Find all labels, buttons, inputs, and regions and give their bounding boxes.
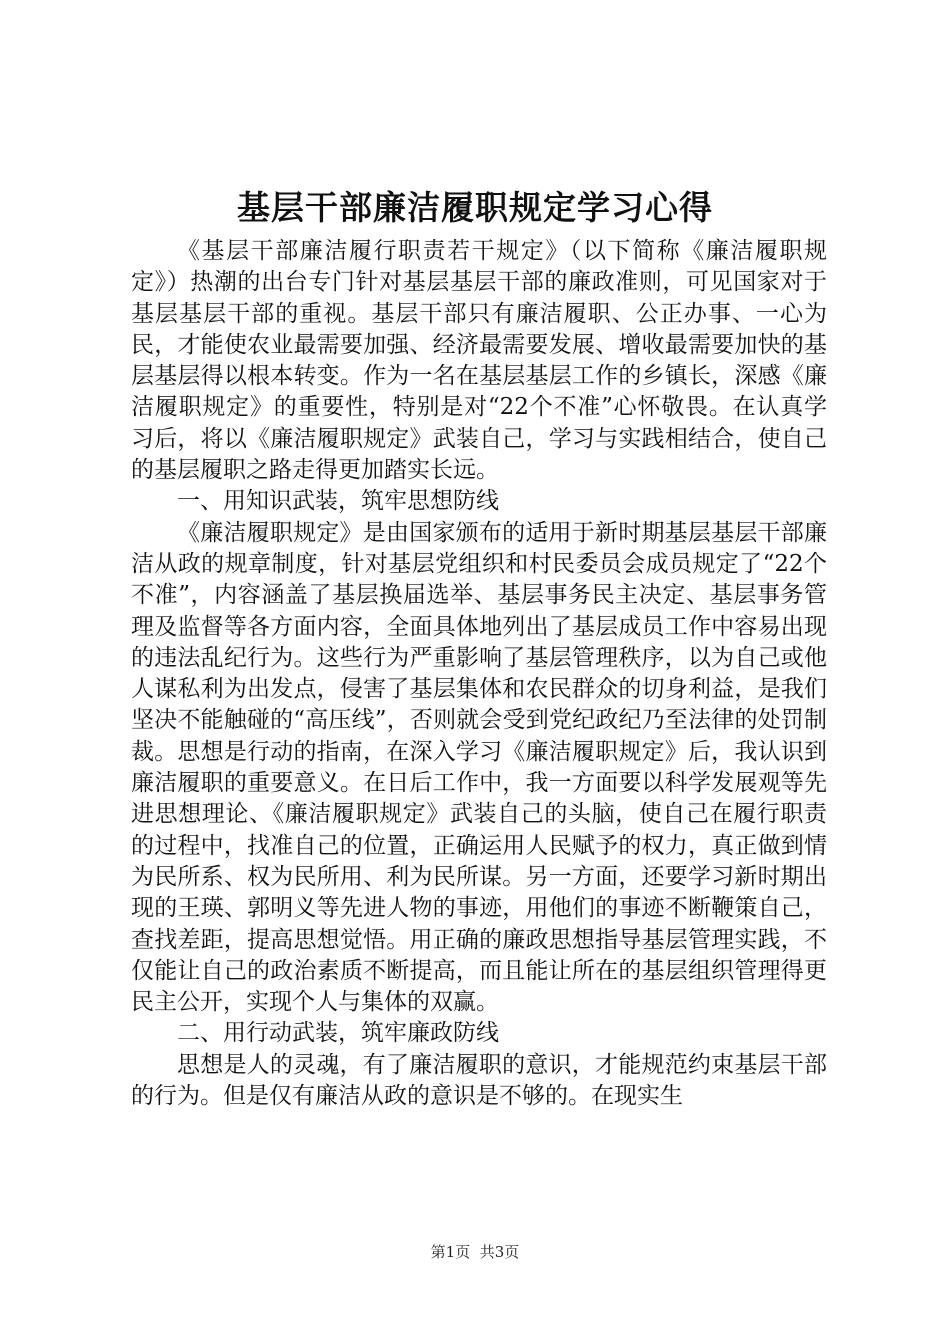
paragraph-intro: 《基层干部廉洁履行职责若干规定》（以下简称《廉洁履职规定》）热潮的出台专门针对基层基层干部的廉政准则，可见国家对于基层基层干部的重视。基层干部只有廉洁履职、公正办事、一心为民，才能使农业最需要加强、经济最需要发展、增收最需要加快的基层基层得以根本转变。作为一名在基层基层工作的乡镇长，深感《廉洁履职规定》的重要性，特别是对“22个不准”心怀敬畏。在认真学习后，将以《廉洁履职规定》武装自己，学习与实践相结合，使自己的基层履职之路走得更加踏实长远。: [131, 238, 827, 484]
document-body: [131, 236, 827, 1112]
paragraph-section-1: 《廉洁履职规定》是由国家颁布的适用于新时期基层基层干部廉洁从政的规章制度，针对基层党组织和村民委员会成员规定了“22个不准”，内容涵盖了基层换届选举、基层事务民主决定、基层事务管理及监督等各方面内容，全面具体地列出了基层成员工作中容易出现的违法乱纪行为。这些行为严重影响了基层管理秩序，以为自己或他人谋私利为出发点，侵害了基层集体和农民群众的切身利益，是我们坚决不能触碰的“高压线”，否则就会受到党纪政纪乃至法律的处罚制裁。思想是行动的指南，在深入学习《廉洁履职规定》后，我认识到廉洁履职的重要意义。在日后工作中，我一方面要以科学发展观等先进思想理论、《廉洁履职规定》武装自己的头脑，使自己在履行职责的过程中，找准自己的位置，正确运用人民赋予的权力，真正做到情为民所系、权为民所用、利为民所谋。另一方面，还要学习新时期出现的王瑛、郭明义等先进人物的事迹，用他们的事迹不断鞭策自己，查找差距，提高思想觉悟。用正确的廉政思想指导基层管理实践，不仅能让自己的政治素质不断提高，而且能让所在的基层组织管理得更民主公开，实现个人与集体的双赢。: [131, 519, 827, 1016]
section-heading-1: 一、用知识武装，筑牢思想防线: [177, 488, 499, 515]
page-title: 基层干部廉洁履职规定学习心得: [237, 188, 713, 227]
page-total: 共3页: [479, 1243, 520, 1261]
paragraph-section-2: 思想是人的灵魂，有了廉洁履职的意识，才能规范约束基层干部的行为。但是仅有廉洁从政的意识是不够的。在现实生: [131, 1051, 827, 1110]
section-heading-2: 二、用行动武装，筑牢廉政防线: [177, 1020, 499, 1047]
page-number: 第1页: [430, 1243, 471, 1261]
page-footer: [0, 1242, 950, 1262]
